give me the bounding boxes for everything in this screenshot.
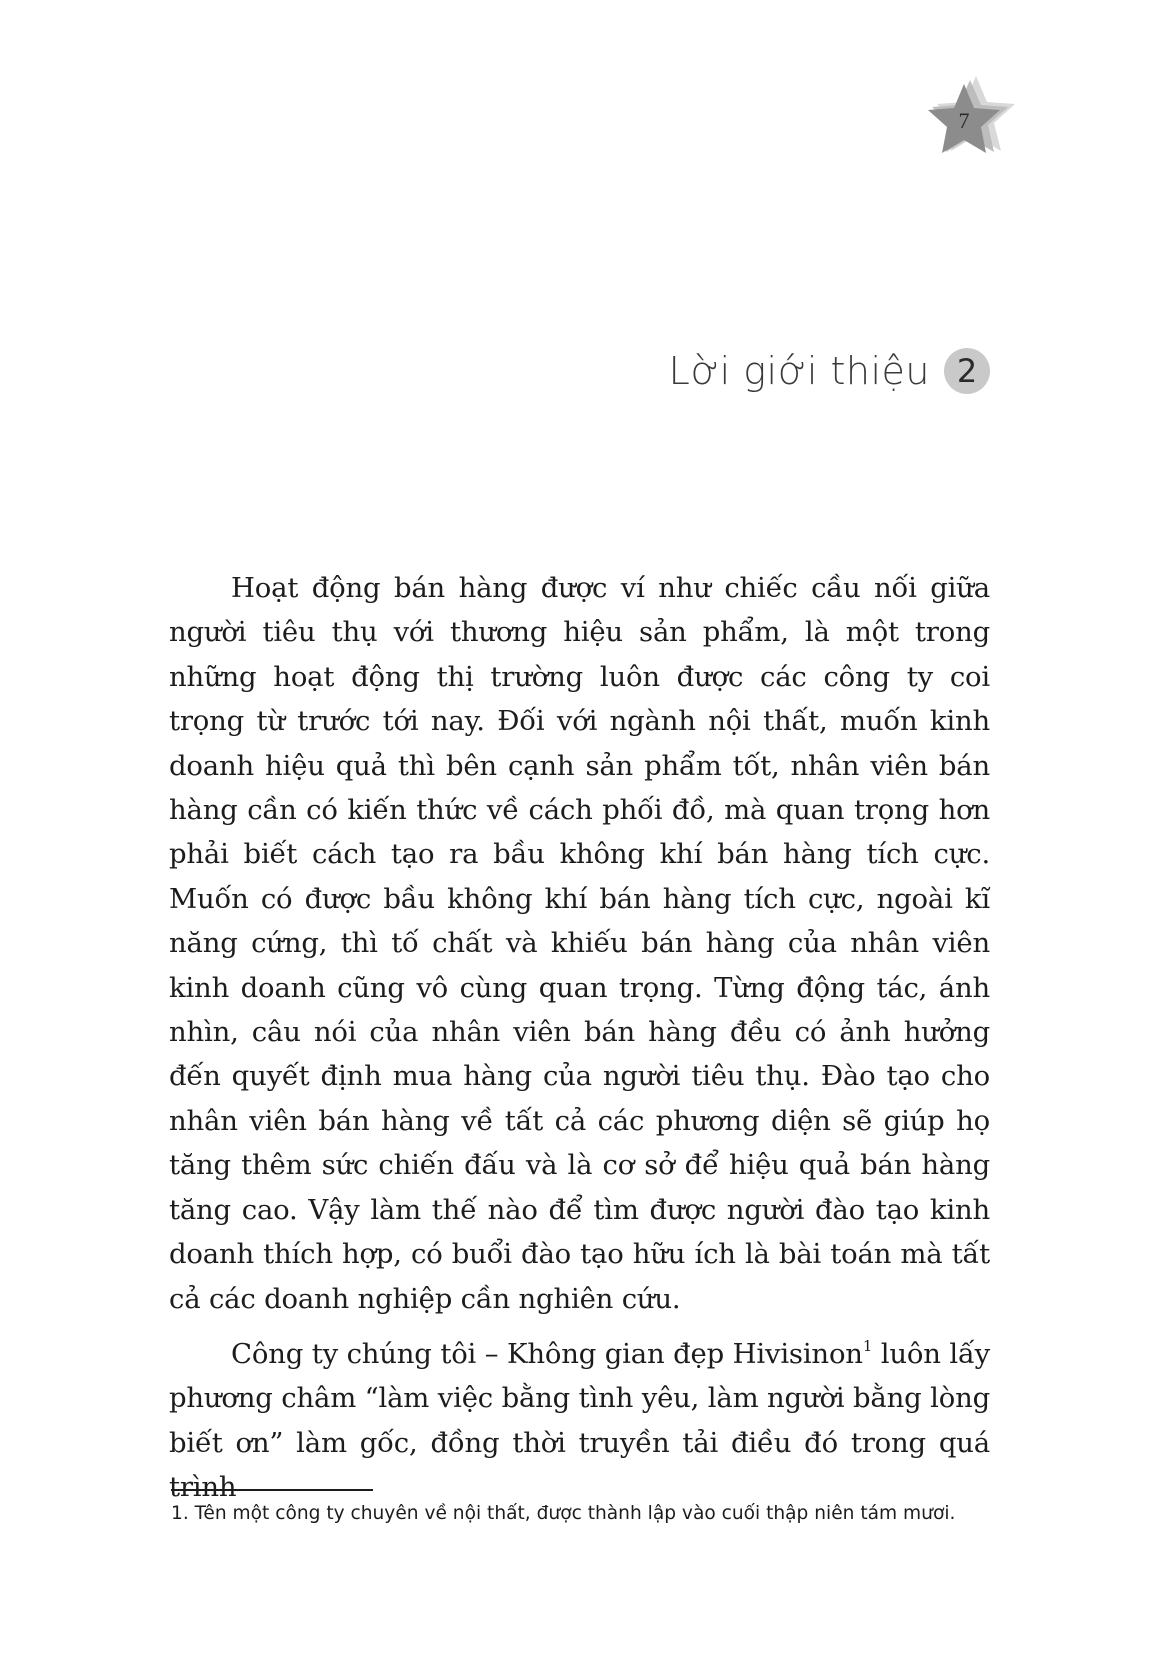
paragraph-text: Công ty chúng tôi – Không gian đẹp Hivisinon	[231, 1337, 863, 1370]
paragraph-text: luôn lấy phương châm “làm việc bằng tình yêu, làm người bằng lòng biết ơn” làm gốc, đồng thời truyền tải điều đó trong quá trình	[169, 1337, 990, 1504]
paragraph: Hoạt động bán hàng được ví như chiếc cầu nối giữa người tiêu thụ với thương hiệu sản phẩm, là một trong những hoạt động thị trường luôn được các công ty coi trọng từ trước tới nay. Đối với ngành nội thất, muốn kinh doanh hiệu quả thì bên cạnh sản phẩm tốt, nhân viên bán hàng cần có kiến thức về cách phối đồ, mà quan trọng hơn phải biết cách tạo ra bầu không khí bán hàng tích cực. Muốn có được bầu không khí bán hàng tích cực, ngoài kĩ năng cứng, thì tố chất và khiếu bán hàng của nhân viên kinh doanh cũng vô cùng quan trọng. Từng động tác, ánh nhìn, câu nói của nhân viên bán hàng đều có ảnh hưởng đến quyết định mua hàng của người tiêu thụ. Đào tạo cho nhân viên bán hàng về tất cả các phương diện sẽ giúp họ tăng thêm sức chiến đấu và là cơ sở để hiệu quả bán hàng tăng cao. Vậy làm thế nào để tìm được người đào tạo kinh doanh thích hợp, có buổi đào tạo hữu ích là bài toán mà tất cả các doanh nghiệp cần nghiên cứu.	[169, 572, 990, 1315]
body-text	[169, 566, 990, 1510]
footnote-divider	[171, 1489, 373, 1491]
footnote-reference: 1	[862, 1336, 873, 1355]
page-number: 7	[958, 108, 970, 133]
paragraph	[169, 1332, 990, 1510]
chapter-number-badge: 2	[944, 348, 990, 394]
chapter-heading	[669, 348, 990, 394]
page-number-star	[928, 72, 1018, 162]
footnote: 1. Tên một công ty chuyên về nội thất, được thành lập vào cuối thập niên tám mươi.	[171, 1503, 956, 1524]
chapter-title: Lời giới thiệu	[668, 349, 930, 393]
